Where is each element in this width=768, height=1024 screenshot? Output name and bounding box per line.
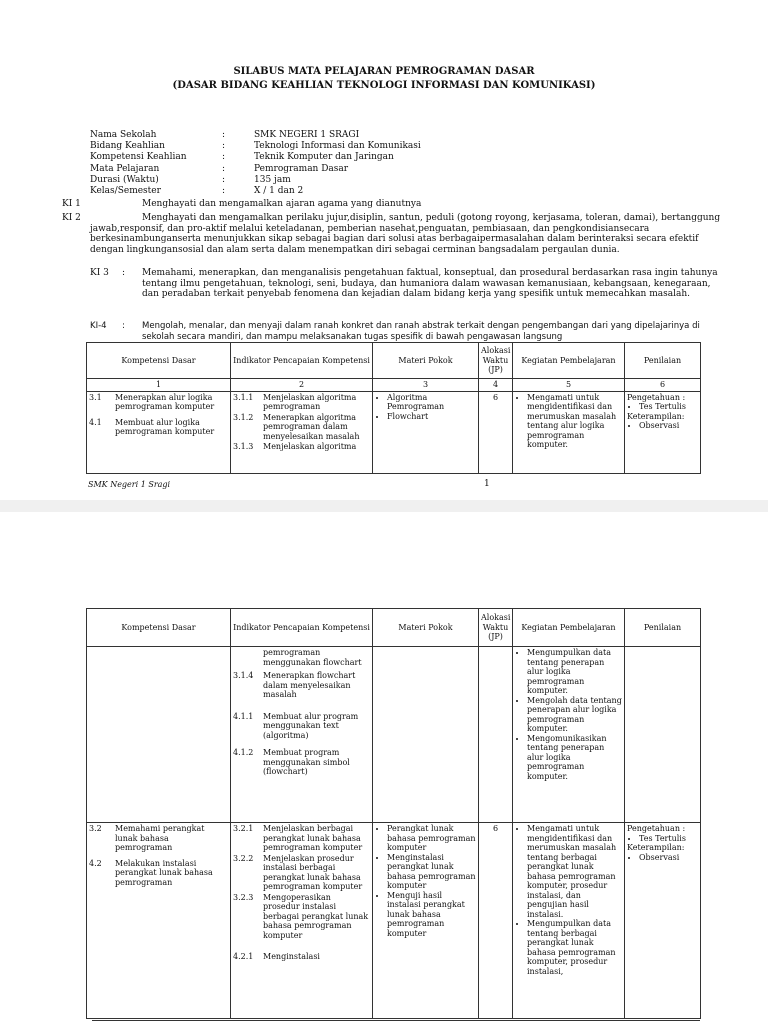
header-indikator: Indikator Pencapaian Kompetensi <box>231 609 373 647</box>
syllabus-subtitle: (DASAR BIDANG KEAHLIAN TEKNOLOGI INFORMASI DAN KOMUNIKASI) <box>172 80 596 91</box>
kegiatan-item: • Mengolah data tentang penerapan alur logika pemrograman komputer. <box>527 696 622 734</box>
kegiatan-item: • Mengumpulkan data tentang penerapan alur logika pemrograman komputer. <box>527 648 622 696</box>
header-kegiatan: Kegiatan Pembelajaran <box>513 609 625 647</box>
header-kompetensi-dasar: Kompetensi Dasar <box>87 609 231 647</box>
column-number: 2 <box>231 379 373 392</box>
penilaian-cell <box>625 823 701 1019</box>
materi-item: • Menguji hasil instalasi perangkat lunak bahasa pemrograman komputer <box>387 891 476 939</box>
penilaian-category: Keterampilan: <box>627 843 685 852</box>
alokasi-cell: 6 <box>479 391 513 473</box>
ipk-text: Menjelaskan algoritma pemrograman <box>263 392 357 411</box>
footer-school: SMK Negeri 1 Sragi <box>88 480 171 489</box>
ki3-colon: : <box>122 268 126 278</box>
kd-text: Menerapkan alur logika pemrograman komputer <box>115 392 215 411</box>
ipk-text: Menjelaskan prosedur instalasi berbagai perangkat lunak bahasa pemrograman komputer <box>263 853 363 891</box>
syllabus-table-page2 <box>86 608 701 1019</box>
info-value: Teknologi Informasi dan Komunikasi <box>254 141 421 152</box>
alokasi-cell <box>479 647 513 823</box>
penilaian-item: • Tes Tertulis <box>639 402 698 412</box>
ipk-cell <box>231 391 373 473</box>
alokasi-cell: 6 <box>479 823 513 1019</box>
kd-text: Memahami perangkat lunak bahasa pemrograman <box>115 824 205 852</box>
kegiatan-item: • Mengomunikasikan tentang penerapan alur logika pemrograman komputer. <box>527 734 622 782</box>
kegiatan-cell <box>513 391 625 473</box>
ki4-label: KI-4 <box>90 321 107 331</box>
ipk-number: 3.2.1 <box>233 824 254 833</box>
materi-cell <box>373 391 479 473</box>
column-number: 3 <box>373 379 479 392</box>
header-indikator: Indikator Pencapaian Kompetensi <box>231 343 373 379</box>
kd-cell <box>87 391 231 473</box>
info-colon: : <box>222 130 226 140</box>
kegiatan-item: • Mengumpulkan data tentang berbagai perangkat lunak bahasa pemrograman komputer, prosedur instalasi, <box>527 919 622 976</box>
ipk-number: 3.1.4 <box>233 671 254 680</box>
column-number: 4 <box>479 379 513 392</box>
header-penilaian: Penilaian <box>625 343 701 379</box>
materi-item: • Menginstalasi perangkat lunak bahasa pemrograman komputer <box>387 853 476 891</box>
materi-cell <box>373 647 479 823</box>
ipk-text: Menjelaskan algoritma <box>263 442 357 451</box>
header-materi-pokok: Materi Pokok <box>373 609 479 647</box>
ki2-label: KI 2 <box>62 213 81 223</box>
kd-number: 4.2 <box>89 858 102 868</box>
ipk-number: 4.1.1 <box>233 711 254 721</box>
penilaian-cell <box>625 647 701 823</box>
header-materi-pokok: Materi Pokok <box>373 343 479 379</box>
ipk-cell <box>231 647 373 823</box>
penilaian-item: • Observasi <box>639 421 698 431</box>
kd-number: 4.1 <box>89 417 102 427</box>
kegiatan-item: • Mengamati untuk mengidentifikasi dan merumuskan masalah tentang alur logika pemrograman komputer. <box>527 393 622 450</box>
ipk-number: 3.2.3 <box>233 892 254 902</box>
info-label: Nama Sekolah <box>90 130 157 140</box>
kd-number: 3.2 <box>89 824 102 833</box>
ki2-text: Menghayati dan mengamalkan perilaku jujur,disiplin, santun, peduli (gotong royong, kerjasama, toleran, damai), bertanggung jawab,responsif, dan pro-aktif melalui keteladanan, pemberian nasehat,penguatan, pembiasaan, dan pengkondisiansecara berkesinambunganserta menunjukkan sikap sebagai bagian dari solusi atas berbagaipermasalahan dalam berinteraksi secara efektif dengan lingkungansosial dan alam serta dalam menempatkan diri sebagai cerminan bangsadalam pergaulan dunia. <box>90 213 721 255</box>
penilaian-cell <box>625 391 701 473</box>
ipk-text: pemrograman menggunakan flowchart <box>263 648 362 667</box>
info-value: 135 jam <box>254 174 291 185</box>
info-label: Bidang Keahlian <box>90 141 165 152</box>
ipk-number: 3.1.2 <box>233 412 254 422</box>
kd-cell <box>87 823 231 1019</box>
info-value: SMK NEGERI 1 SRAGI <box>254 130 360 140</box>
ipk-number: 3.2.2 <box>233 853 254 863</box>
syllabus-table-page1 <box>86 342 701 474</box>
kd-cell <box>87 647 231 823</box>
footer-page-number: 1 <box>484 479 490 489</box>
materi-item: • Perangkat lunak bahasa pemrograman komputer <box>387 824 476 853</box>
ki1-label: KI 1 <box>62 199 81 209</box>
penilaian-item: • Tes Tertulis <box>639 834 698 844</box>
info-value: Teknik Komputer dan Jaringan <box>254 152 394 163</box>
ipk-number: 4.1.2 <box>233 748 254 757</box>
kd-number: 3.1 <box>89 392 102 402</box>
column-number: 6 <box>625 379 701 392</box>
ipk-text: Mengoperasikan prosedur instalasi berbagai perangkat lunak bahasa pemrograman komputer <box>263 892 369 940</box>
info-label: Kompetensi Keahlian <box>90 152 187 163</box>
info-label: Durasi (Waktu) <box>90 174 159 185</box>
info-colon: : <box>222 152 226 163</box>
column-number: 1 <box>87 379 231 392</box>
ki4-text: Mengolah, menalar, dan menyaji dalam ranah konkret dan ranah abstrak terkait dengan pengembangan dari yang dipelajarinya di sekolah secara mandiri, dan mampu melaksanakan tugas spesifik di bawah pengawasan langsung <box>142 321 700 342</box>
penilaian-item: • Observasi <box>639 853 698 863</box>
ipk-text: Menginstalasi <box>263 952 320 961</box>
penilaian-category: Keterampilan: <box>627 411 685 421</box>
column-number: 5 <box>513 379 625 392</box>
info-colon: : <box>222 174 226 185</box>
info-label: Kelas/Semester <box>90 186 161 196</box>
ki1-text: Menghayati dan mengamalkan ajaran agama yang dianutnya <box>142 199 422 209</box>
info-colon: : <box>222 163 226 174</box>
ipk-text: Menjelaskan berbagai perangkat lunak bahasa pemrograman komputer <box>263 824 363 852</box>
penilaian-category: Pengetahuan : <box>627 824 686 833</box>
info-colon: : <box>222 186 226 196</box>
document-page-1 <box>0 0 768 500</box>
kd-text: Melakukan instalasi perangkat lunak bahasa pemrograman <box>115 858 213 887</box>
header-penilaian: Penilaian <box>625 609 701 647</box>
materi-cell <box>373 823 479 1019</box>
header-kompetensi-dasar: Kompetensi Dasar <box>87 343 231 379</box>
ki4-colon: : <box>122 321 125 331</box>
ipk-number: 3.1.3 <box>233 442 254 451</box>
ipk-number <box>233 648 263 667</box>
kegiatan-item: • Mengamati untuk mengidentifikasi dan merumuskan masalah tentang berbagai perangkat lunak bahasa pemrograman komputer, prosedur instalasi, dan pengujian hasil instalasi. <box>527 824 622 919</box>
ipk-text: Membuat alur program menggunakan text (algoritma) <box>263 711 359 740</box>
ipk-text: Menerapkan flowchart dalam menyelesaikan masalah <box>263 671 356 699</box>
kegiatan-cell <box>513 647 625 823</box>
ipk-text: Menerapkan algoritma pemrograman dalam menyelesaikan masalah <box>263 412 360 441</box>
info-colon: : <box>222 141 226 152</box>
ipk-cell <box>231 823 373 1019</box>
document-page-2 <box>0 512 768 1024</box>
info-label: Mata Pelajaran <box>90 163 160 174</box>
header-alokasi-waktu: Alokasi Waktu (JP) <box>479 343 513 379</box>
kd-text: Membuat alur logika pemrograman komputer <box>115 417 215 436</box>
kegiatan-cell <box>513 823 625 1019</box>
syllabus-title: SILABUS MATA PELAJARAN PEMROGRAMAN DASAR <box>233 66 535 77</box>
info-value: Pemrograman Dasar <box>254 163 349 174</box>
page-footer-rule <box>92 1020 700 1021</box>
materi-item: • Algoritma Pemrograman <box>387 393 476 412</box>
materi-item: • Flowchart <box>387 412 476 422</box>
info-value: X / 1 dan 2 <box>254 186 304 196</box>
penilaian-category: Pengetahuan : <box>627 392 686 402</box>
ki3-label: KI 3 <box>90 268 109 278</box>
ki3-text: Memahami, menerapkan, dan menganalisis pengetahuan faktual, konseptual, dan prosedural berdasarkan rasa ingin tahunya tentang ilmu pengetahuan, teknologi, seni, budaya, dan humaniora dalam wawasan kemanusiaan, kebangsaan, kenegaraan, dan peradaban terkait penyebab fenomena dan kejadian dalam bidang kerja yang spesifik untuk memecahkan masalah. <box>142 268 718 299</box>
ipk-text: Membuat program menggunakan simbol (flowchart) <box>263 748 350 776</box>
header-alokasi-waktu: Alokasi Waktu (JP) <box>479 609 513 647</box>
ipk-number: 3.1.1 <box>233 392 254 402</box>
ipk-number: 4.2.1 <box>233 952 254 961</box>
header-kegiatan: Kegiatan Pembelajaran <box>513 343 625 379</box>
